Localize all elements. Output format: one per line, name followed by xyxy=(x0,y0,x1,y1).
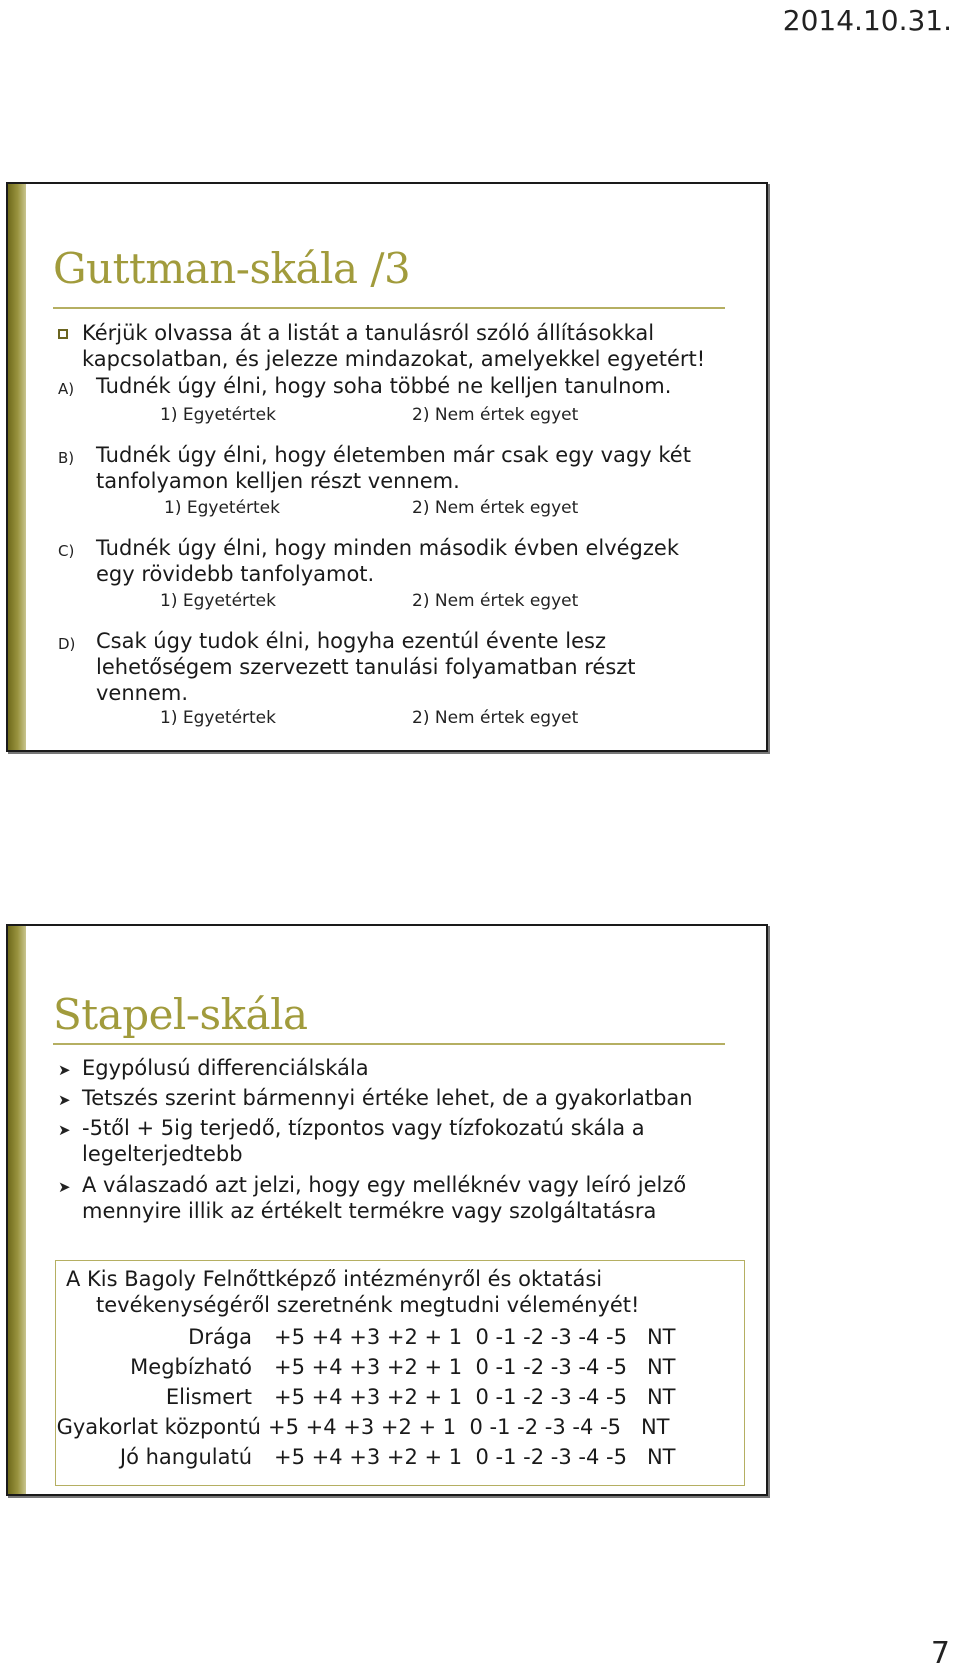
item-b-option-agree: 1) Egyetértek xyxy=(164,498,280,518)
item-letter-c: C) xyxy=(58,542,75,560)
example-row-scale: +5 +4 +3 +2 + 1 0 -1 -2 -3 -4 -5 NT xyxy=(274,1355,676,1379)
bullet-3-line-1: -5től + 5ig terjedő, tízpontos vagy tízfokozatú skála a xyxy=(82,1116,645,1140)
slide-accent-bar xyxy=(8,184,26,750)
slide-guttman xyxy=(6,182,768,752)
slide-title: Guttman-skála /3 xyxy=(53,244,411,293)
arrow-bullet-icon: ➤ xyxy=(58,1121,71,1139)
example-row-label: Jó hangulatú xyxy=(119,1445,252,1469)
arrow-bullet-icon: ➤ xyxy=(58,1178,71,1196)
title-divider xyxy=(53,1043,725,1045)
item-d-line-1: Csak úgy tudok élni, hogyha ezentúl évente lesz xyxy=(96,629,606,653)
example-row-scale: +5 +4 +3 +2 + 1 0 -1 -2 -3 -4 -5 NT xyxy=(274,1445,676,1469)
slide-accent-bar xyxy=(8,926,26,1494)
example-row-label: Drága xyxy=(188,1325,252,1349)
example-row-label: Megbízható xyxy=(130,1355,252,1379)
item-b-line-1: Tudnék úgy élni, hogy életemben már csak egy vagy két xyxy=(96,443,691,467)
slide-title: Stapel-skála xyxy=(53,990,308,1039)
example-row-label: Gyakorlat központú xyxy=(56,1415,261,1439)
bullet-4-line-1: A válaszadó azt jelzi, hogy egy melléknév vagy leíró jelző xyxy=(82,1173,687,1197)
item-letter-b: B) xyxy=(58,449,75,467)
item-a-option-disagree: 2) Nem értek egyet xyxy=(412,405,579,425)
item-c-option-agree: 1) Egyetértek xyxy=(160,591,276,611)
item-c-option-disagree: 2) Nem értek egyet xyxy=(412,591,579,611)
item-letter-a: A) xyxy=(58,380,75,398)
intro-line-2: kapcsolatban, és jelezze mindazokat, amelyekkel egyetért! xyxy=(82,347,706,371)
item-d-option-agree: 1) Egyetértek xyxy=(160,708,276,728)
example-row-label: Elismert xyxy=(165,1385,252,1409)
intro-line-1: Kérjük olvassa át a listát a tanulásról szóló állításokkal xyxy=(82,321,655,345)
item-d-line-2: lehetőségem szervezett tanulási folyamatban részt xyxy=(96,655,636,679)
bullet-2-line-1: Tetszés szerint bármennyi értéke lehet, de a gyakorlatban xyxy=(82,1086,693,1110)
item-d-option-disagree: 2) Nem értek egyet xyxy=(412,708,579,728)
item-c-line-2: egy rövidebb tanfolyamot. xyxy=(96,562,375,586)
item-c-line-1: Tudnék úgy élni, hogy minden második évben elvégzek xyxy=(96,536,679,560)
bullet-4-line-2: mennyire illik az értékelt termékre vagy szolgáltatásra xyxy=(82,1199,657,1223)
page-date: 2014.10.31. xyxy=(782,4,952,37)
arrow-bullet-icon: ➤ xyxy=(58,1091,71,1109)
bullet-3-line-2: legelterjedtebb xyxy=(82,1142,243,1166)
arrow-bullet-icon: ➤ xyxy=(58,1061,71,1079)
item-b-option-disagree: 2) Nem értek egyet xyxy=(412,498,579,518)
item-letter-d: D) xyxy=(58,635,76,653)
item-a-option-agree: 1) Egyetértek xyxy=(160,405,276,425)
item-b-line-2: tanfolyamon kelljen részt vennem. xyxy=(96,469,460,493)
item-a-line-1: Tudnék úgy élni, hogy soha többé ne kelljen tanulnom. xyxy=(96,374,672,398)
example-row-scale: +5 +4 +3 +2 + 1 0 -1 -2 -3 -4 -5 NT xyxy=(274,1385,676,1409)
example-intro-line-1: A Kis Bagoly Felnőttképző intézményről és oktatási xyxy=(66,1267,603,1291)
page-number: 7 xyxy=(930,1636,950,1671)
square-bullet-icon xyxy=(58,329,68,339)
title-divider xyxy=(53,307,725,309)
example-intro-line-2: tevékenységéről szeretnénk megtudni véleményét! xyxy=(96,1293,640,1317)
stapel-example-box xyxy=(55,1260,745,1486)
example-row-scale: +5 +4 +3 +2 + 1 0 -1 -2 -3 -4 -5 NT xyxy=(268,1415,670,1439)
item-d-line-3: vennem. xyxy=(96,681,189,705)
bullet-1-line-1: Egypólusú differenciálskála xyxy=(82,1056,369,1080)
example-row-scale: +5 +4 +3 +2 + 1 0 -1 -2 -3 -4 -5 NT xyxy=(274,1325,676,1349)
